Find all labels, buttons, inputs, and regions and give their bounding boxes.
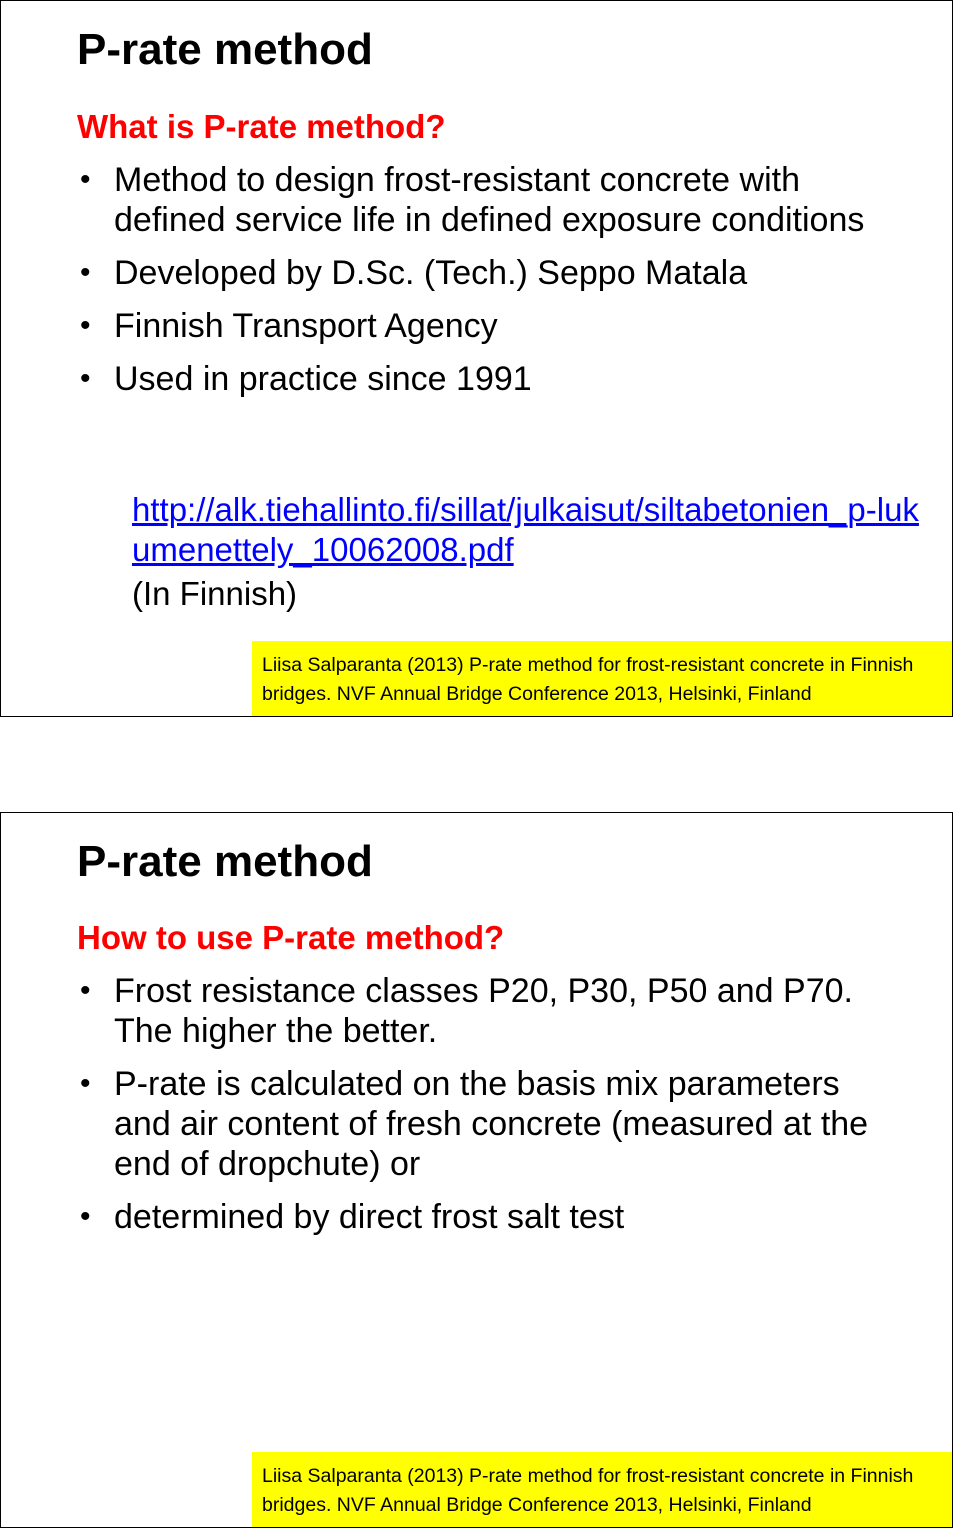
bullet-icon: •: [80, 163, 91, 196]
slide-subtitle: What is P-rate method?: [77, 108, 446, 145]
bullet-item: • Frost resistance classes P20, P30, P50 and P70. The higher the better.: [80, 972, 853, 1050]
bullet-item: • determined by direct frost salt test: [80, 1198, 625, 1236]
slide-title: P-rate method: [77, 837, 373, 886]
bullet-icon: •: [80, 974, 91, 1007]
bullet-icon: •: [80, 1200, 91, 1233]
bullet-item: • Developed by D.Sc. (Tech.) Seppo Matala: [80, 254, 748, 292]
bullet-list: [77, 971, 897, 1250]
slide-1: [0, 0, 953, 717]
bullet-item: • Used in practice since 1991: [80, 360, 532, 398]
bullet-item: • P-rate is calculated on the basis mix parameters and air content of fresh concrete (measured at the end of dropchute) or: [80, 1065, 869, 1183]
bullet-icon: •: [80, 1067, 91, 1100]
bullet-item: • Finnish Transport Agency: [80, 307, 498, 345]
bullet-icon: •: [80, 362, 91, 395]
slide-2: [0, 812, 953, 1528]
document-link[interactable]: http://alk.tiehallinto.fi/sillat/julkaisut/siltabetonien_p-lukumenettely_10062008.pdf: [132, 491, 919, 568]
bullet-icon: •: [80, 309, 91, 342]
slide-title: P-rate method: [77, 25, 373, 74]
bullet-list: [77, 160, 897, 412]
bullet-icon: •: [80, 256, 91, 289]
reference-box: Liisa Salparanta (2013) P-rate method for frost-resistant concrete in Finnish bridges. NVF Annual Bridge Conference 2013, Helsinki, Finland: [252, 641, 952, 716]
link-note: (In Finnish): [132, 575, 298, 612]
slide-subtitle: How to use P-rate method?: [77, 919, 505, 956]
bullet-item: • Method to design frost-resistant concrete with defined service life in defined exposure conditions: [80, 161, 865, 239]
reference-box: Liisa Salparanta (2013) P-rate method for frost-resistant concrete in Finnish bridges. NVF Annual Bridge Conference 2013, Helsinki, Finland: [252, 1452, 952, 1527]
